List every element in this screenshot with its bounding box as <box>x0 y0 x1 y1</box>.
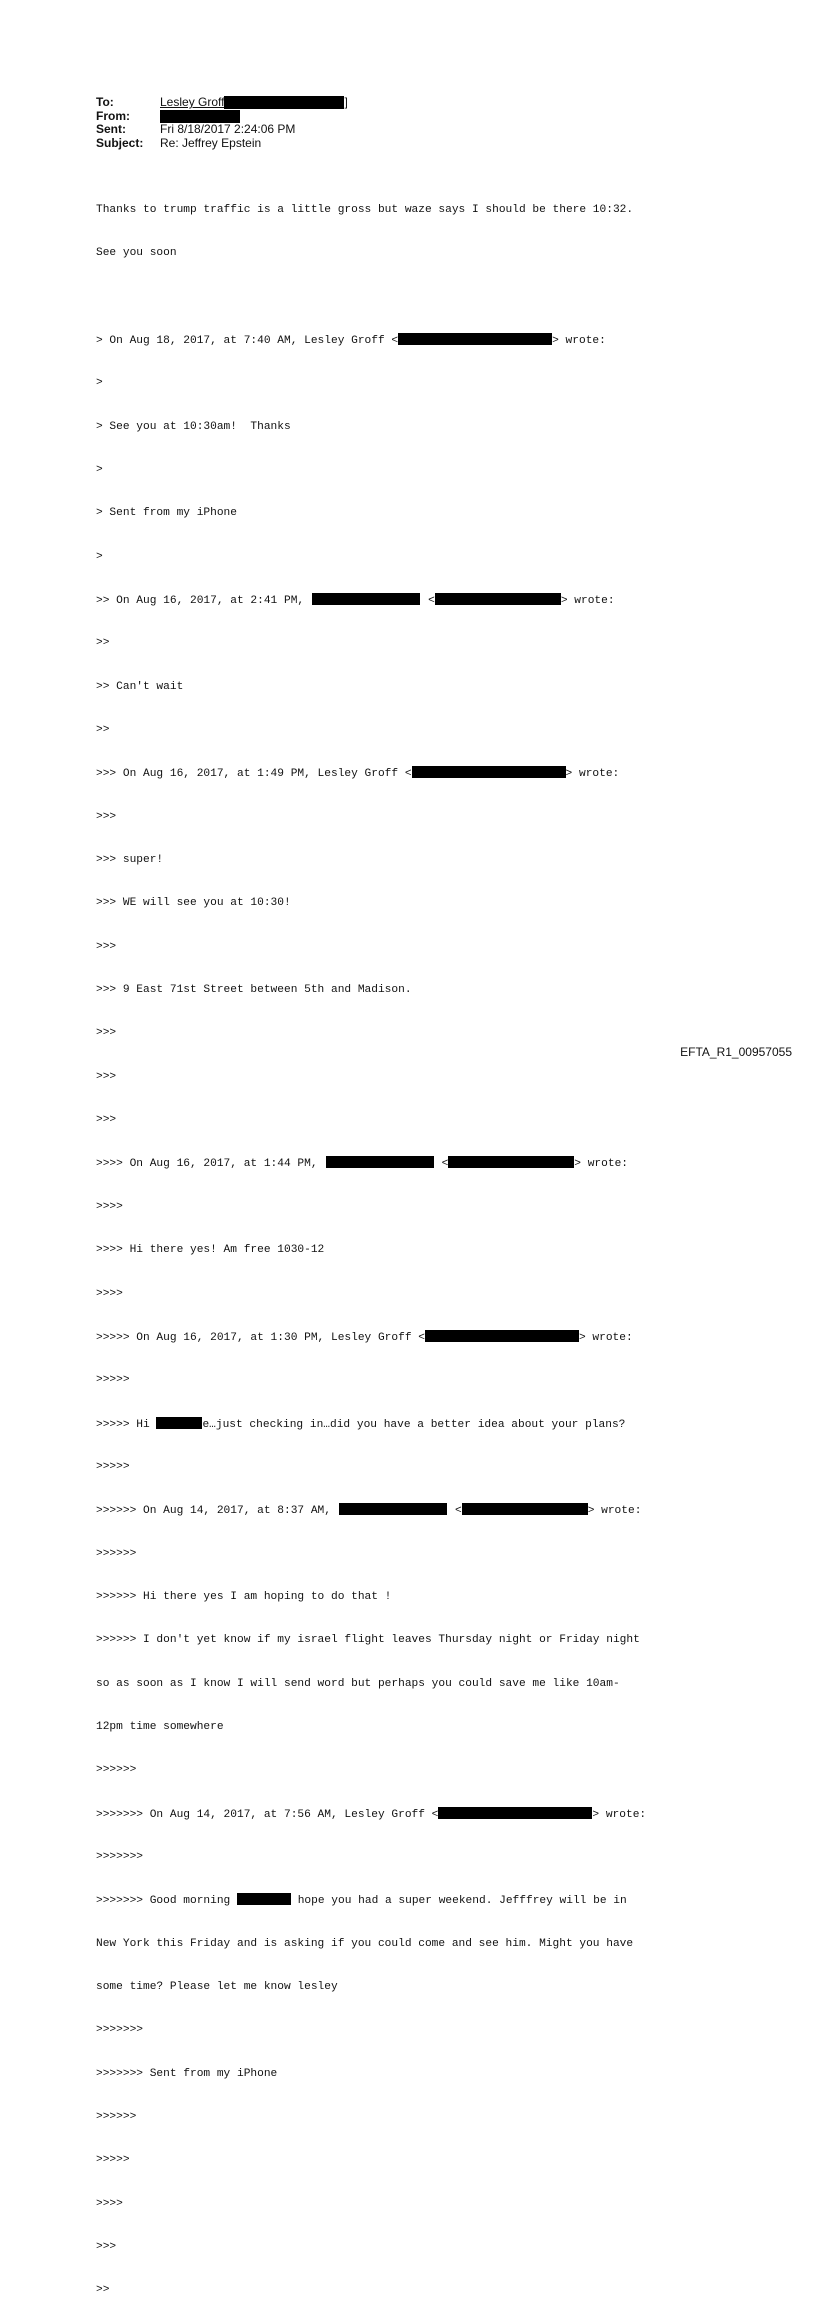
body-line: >>> <box>96 940 117 953</box>
redaction-block <box>412 766 566 778</box>
body-line: so as soon as I know I will send word but perhaps you could save me like 10am- <box>96 1677 620 1690</box>
body-line: >>> On Aug 16, 2017, at 1:49 PM, Lesley Groff < > wrote: <box>96 768 620 781</box>
to-value[interactable]: Lesley Groff <box>160 95 225 109</box>
body-line: >>>>> <box>96 1374 130 1387</box>
body-line: >>>>>>> <box>96 1850 143 1863</box>
body-line: > See you at 10:30am! Thanks <box>96 420 291 433</box>
body-line: some time? Please let me know lesley <box>96 1981 338 1993</box>
body-line: >>>>> <box>96 2154 130 2167</box>
redaction-block <box>462 1503 588 1515</box>
body-line: > <box>96 377 103 390</box>
body-line: >>>>> On Aug 16, 2017, at 1:30 PM, Lesley Groff < > wrote: <box>96 1331 633 1344</box>
body-line: >>> <box>96 1027 117 1040</box>
body-line: >>>> <box>96 1287 123 1300</box>
redaction-block <box>237 1893 291 1905</box>
subject-value: Re: Jeffrey Epstein <box>160 135 262 150</box>
body-line: >>> <box>96 810 117 823</box>
redaction-block <box>425 1330 579 1342</box>
redaction-block <box>435 593 561 605</box>
body-line: >>>>>>> Good morning hope you had a super weekend. Jefffrey will be in <box>96 1895 627 1908</box>
body-line: >>>>>> <box>96 1547 137 1560</box>
redaction-block <box>312 593 420 605</box>
body-line: >>>>>> <box>96 1764 137 1777</box>
subject-label: Subject: <box>96 135 144 150</box>
body-line: > On Aug 18, 2017, at 7:40 AM, Lesley Groff < > wrote: <box>96 334 606 347</box>
body-line: >>>>>> I don't yet know if my israel flight leaves Thursday night or Friday night <box>96 1634 640 1647</box>
email-body <box>96 174 736 2312</box>
body-line: >>> <box>96 1070 117 1083</box>
to-label: To: <box>96 95 114 109</box>
body-line: >>>>>> Hi there yes I am hoping to do that ! <box>96 1590 392 1603</box>
body-line: >> Can't wait <box>96 680 184 693</box>
body-line: 12pm time somewhere <box>96 1720 224 1733</box>
body-line: New York this Friday and is asking if you could come and see him. Might you have <box>96 1937 634 1950</box>
body-line: >> <box>96 637 110 650</box>
body-line: >>> <box>96 1114 117 1127</box>
body-line: >>>>>>> On Aug 14, 2017, at 7:56 AM, Lesley Groff < > wrote: <box>96 1808 647 1821</box>
body-line: >>>>> Hi e…just checking in…did you have a better idea about your plans? <box>96 1418 626 1431</box>
body-line: >>>>>>> Sent from my iPhone <box>96 2067 278 2080</box>
body-line: >>>> Hi there yes! Am free 1030-12 <box>96 1244 325 1257</box>
body-line: >>> 9 East 71st Street between 5th and Madison. <box>96 984 412 997</box>
body-line: >>>> On Aug 16, 2017, at 1:44 PM, < > wrote: <box>96 1158 628 1171</box>
redaction-block <box>156 1417 202 1429</box>
redaction-block <box>224 96 344 109</box>
redaction-block <box>326 1156 434 1168</box>
body-line: >>> WE will see you at 10:30! <box>96 897 291 910</box>
body-line: > <box>96 463 103 476</box>
body-line: >>> super! <box>96 854 164 867</box>
body-line: > Sent from my iPhone <box>96 507 237 520</box>
from-label: From: <box>96 108 130 123</box>
redaction-block <box>160 110 240 123</box>
body-line: Thanks to trump traffic is a little gross but waze says I should be there 10:32. <box>96 203 634 216</box>
body-line: >> <box>96 724 110 737</box>
body-line: >> <box>96 2284 110 2297</box>
body-line: >>>> <box>96 2197 123 2210</box>
body-line: >>>>>>> <box>96 2024 143 2037</box>
document-id: EFTA_R1_00957055 <box>680 1045 792 1059</box>
redaction-block <box>339 1503 447 1515</box>
sent-value: Fri 8/18/2017 2:24:06 PM <box>160 122 296 136</box>
body-line: >>>> <box>96 1200 123 1213</box>
body-line: >>>>>> <box>96 2111 137 2124</box>
sent-label: Sent: <box>96 122 126 136</box>
body-line: > <box>96 550 103 563</box>
redaction-block <box>438 1807 592 1819</box>
body-line: >>> <box>96 2241 117 2254</box>
redaction-block <box>398 333 552 345</box>
body-line: >>>>>> On Aug 14, 2017, at 8:37 AM, < > wrote: <box>96 1505 642 1518</box>
to-bracket: ] <box>344 95 348 109</box>
body-line <box>96 290 736 304</box>
body-line: >>>>> <box>96 1460 130 1473</box>
body-line: >> On Aug 16, 2017, at 2:41 PM, < > wrote: <box>96 595 615 607</box>
redaction-block <box>448 1156 574 1168</box>
body-line: See you soon <box>96 247 177 260</box>
